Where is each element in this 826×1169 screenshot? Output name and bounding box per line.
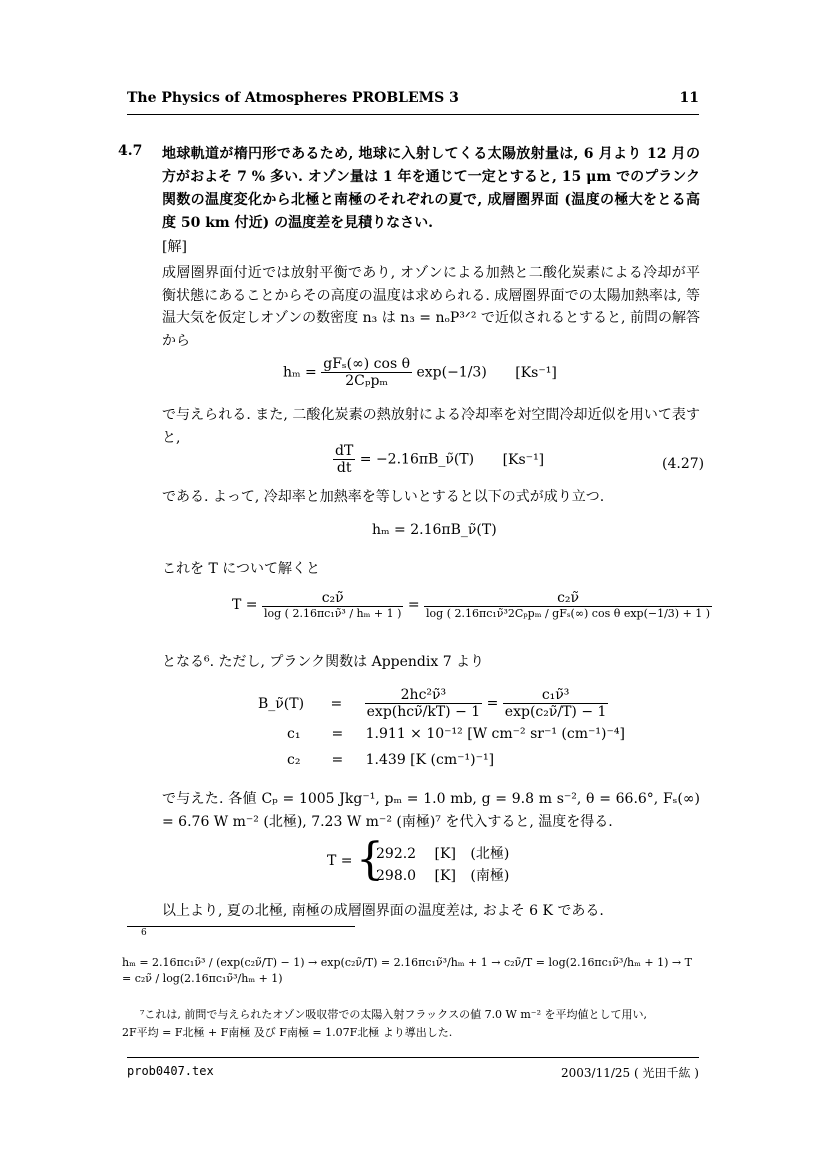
case2-value: 298.0	[376, 868, 417, 884]
T-fraction-1	[262, 590, 403, 620]
dTdt-unit: [Ks⁻¹]	[502, 451, 545, 468]
hm-fraction	[321, 356, 412, 389]
hm-denominator: 2Cₚpₘ	[321, 372, 412, 389]
T-denominator-2: log ( 2.16πc₁ν̃³2Cₚpₘ / gFₛ(∞) cos θ exp(−1/3) + 1 )	[426, 607, 711, 620]
hm-numerator: gFₛ(∞) cos θ	[323, 356, 411, 372]
equation-c1	[287, 726, 625, 742]
B-denominator-2: exp(c₂ν̃/T) − 1	[504, 704, 607, 720]
case2-unit: [K]	[434, 868, 456, 884]
c2-eq: =	[331, 752, 344, 768]
case-south	[376, 865, 509, 885]
hm-exp: exp(−1/3)	[416, 364, 487, 381]
footer-rule	[127, 1057, 699, 1058]
equation-tag: (4.27)	[662, 456, 705, 472]
header-rule	[127, 114, 699, 115]
equation-hm	[283, 356, 557, 389]
B-fraction-2	[503, 687, 609, 720]
problem-number: 4.7	[118, 143, 143, 159]
header-title: The Physics of Atmospheres PROBLEMS 3	[127, 90, 459, 106]
B-fraction-1	[365, 687, 483, 720]
B-denominator-1: exp(hcν̃/kT) − 1	[366, 704, 481, 720]
paragraph-4: これを T について解くと	[162, 561, 320, 577]
case2-note: (南極)	[470, 868, 510, 884]
T-numerator-1: c₂ν̃	[321, 590, 344, 606]
case-north	[376, 843, 509, 863]
equation-planck	[258, 687, 608, 720]
B-eq: =	[330, 695, 343, 712]
footnote-6-equation: hₘ = 2.16πc₁ν̃³ / (exp(c₂ν̃/T) − 1) → exp(c₂ν̃/T) = 2.16πc₁ν̃³/hₘ + 1 → c₂ν̃/T = log(2.16πc₁ν̃³/hₘ + 1) → T = c₂ν̃ / log(2.16πc₁ν̃³/hₘ + 1)	[122, 956, 692, 985]
problem-statement: 地球軌道が楕円形であるため, 地球に入射してくる太陽放射量は, 6 月より 12 月の方がおよそ 7 % 多い. オゾン量は 1 年を通じて一定とすると, 15 μm でのプランク関数の温度変化から北極と南極のそれぞれの夏で, 成層圏界面 (温度の極大をとる高度 50 km 付近) の温度差を見積りなさい.	[162, 146, 700, 231]
solution-label: [解]	[162, 239, 187, 255]
hm-lhs: hₘ =	[283, 364, 317, 381]
footnote-rule	[127, 926, 355, 927]
T-lhs: T =	[232, 597, 258, 613]
equation-c2	[287, 752, 494, 768]
dTdt-denominator: dt	[333, 459, 355, 476]
equation-T	[232, 590, 712, 620]
equation-dTdt	[333, 443, 544, 476]
B-eq-2: =	[486, 695, 499, 712]
footer-filename: prob0407.tex	[127, 1064, 214, 1078]
B-numerator-2: c₁ν̃³	[541, 687, 570, 703]
paragraph-3: である. よって, 冷却率と加熱率を等しいとすると以下の式が成り立つ.	[162, 489, 605, 505]
paragraph-1: 成層圏界面付近では放射平衡であり, オゾンによる加熱と二酸化炭素による冷却が平衡状態にあることからその高度の温度は求められる. 成層圏界面での太陽加熱率は, 等温大気を仮定しオゾンの数密度 n₃ は n₃ = nₒP³ᐟ² で近似されるとすると, 前問の解答から	[162, 265, 700, 349]
B-numerator-1: 2hc²ν̃³	[400, 687, 447, 703]
paragraph-2: で与えられる. また, 二酸化炭素の熱放射による冷却率を対空間冷却近似を用いて表すと,	[162, 407, 700, 446]
T-fraction-2	[424, 590, 712, 620]
T-equals: =	[407, 597, 420, 613]
page-number: 11	[679, 90, 699, 106]
paragraph-5: となる⁶. ただし, プランク関数は Appendix 7 より	[162, 654, 485, 670]
footnote-7-line2: 2F平均 = F北極 + F南極 及び F南極 = 1.07F北極 より導出した.	[122, 1026, 453, 1039]
dTdt-rhs: = −2.16πB_ν̃(T)	[359, 451, 475, 468]
c2-rhs: 1.439 [K (cm⁻¹)⁻¹]	[365, 752, 495, 768]
footnote-7-line1: ⁷これは, 前問で与えられたオゾン吸収帯での太陽入射フラックスの値 7.0 W m⁻² を平均値として用い,	[140, 1008, 647, 1021]
footer-date-author: 2003/11/25 ( 光田千紘 )	[561, 1066, 699, 1080]
T-denominator-1: log ( 2.16πc₁ν̃³ / hₘ + 1 )	[263, 607, 402, 620]
dTdt-numerator: dT	[335, 443, 354, 459]
running-header	[127, 90, 699, 112]
T-numerator-2: c₂ν̃	[557, 590, 580, 606]
left-brace: {	[356, 834, 384, 885]
case1-unit: [K]	[434, 846, 456, 862]
B-lhs: B_ν̃(T)	[258, 695, 305, 712]
hm-unit: [Ks⁻¹]	[515, 364, 557, 381]
equation-balance: hₘ = 2.16πB_ν̃(T)	[372, 522, 497, 538]
paragraph-6: で与えた. 各値 Cₚ = 1005 Jkg⁻¹, pₘ = 1.0 mb, g = 9.8 m s⁻², θ = 66.6°, Fₛ(∞) = 6.76 W m⁻² (北極), 7.23 W m⁻² (南極)⁷ を代入すると, 温度を得る.	[162, 791, 700, 830]
footnote-6-mark: 6	[141, 928, 147, 938]
c2-lhs: c₂	[287, 752, 301, 768]
case1-value: 292.2	[376, 846, 417, 862]
case1-note: (北極)	[470, 846, 510, 862]
c1-lhs: c₁	[287, 726, 301, 742]
c1-eq: =	[331, 726, 344, 742]
paragraph-7: 以上より, 夏の北極, 南極の成層圏界面の温度差は, およそ 6 K である.	[162, 903, 604, 919]
T-cases-lhs: T =	[327, 853, 353, 869]
dTdt-fraction	[333, 443, 355, 476]
c1-rhs: 1.911 × 10⁻¹² [W cm⁻² sr⁻¹ (cm⁻¹)⁻⁴]	[365, 726, 625, 742]
